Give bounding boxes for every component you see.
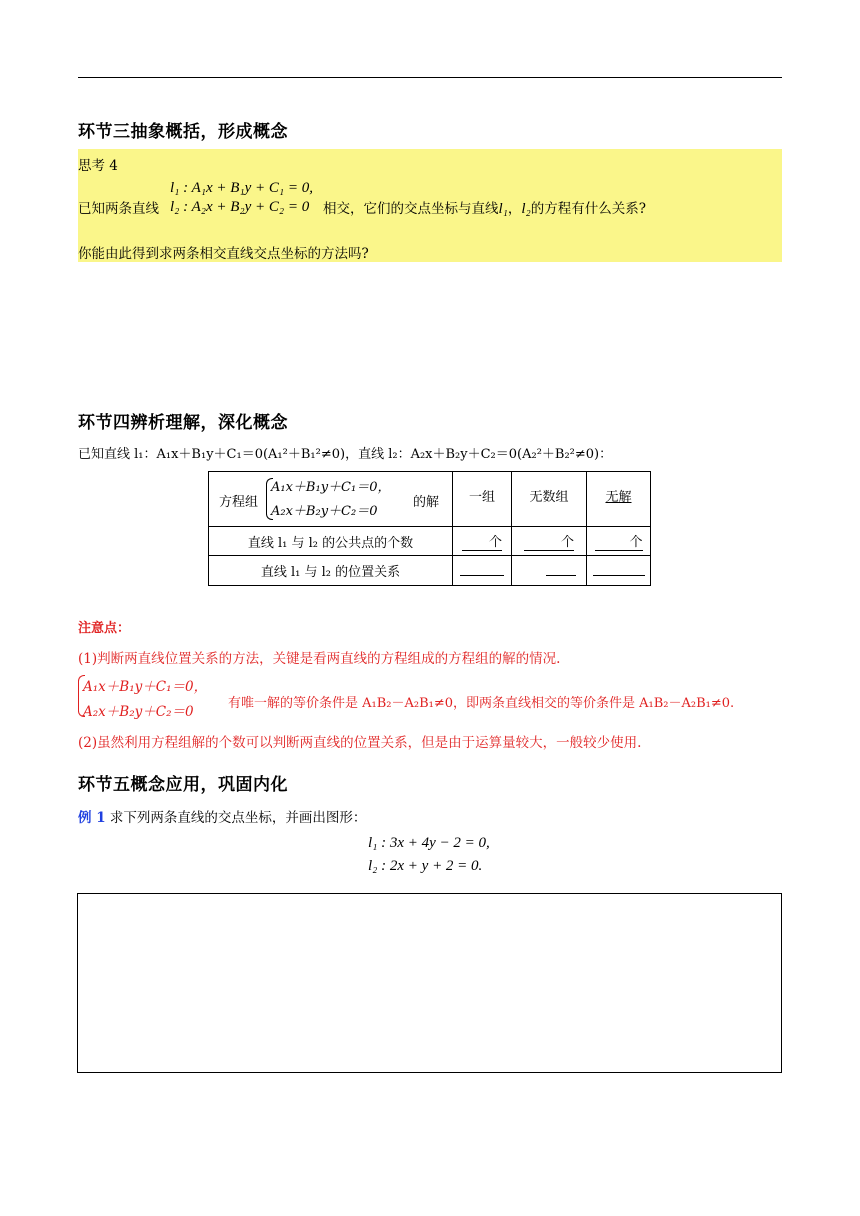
system-prefix: 方程组 bbox=[219, 495, 259, 510]
col-infinite-solutions: 无数组 bbox=[512, 472, 587, 527]
system-suffix: 的解 bbox=[413, 495, 440, 510]
header-rule bbox=[78, 77, 782, 78]
notes-title: 注意点： bbox=[78, 621, 131, 636]
blank-common-1: 个 bbox=[453, 527, 512, 556]
question-text bbox=[323, 197, 646, 218]
col-no-solution bbox=[587, 472, 651, 527]
line-l2-ref: l₂ bbox=[521, 201, 531, 217]
example-eq2: l₂ : 2x + y + 2 = 0. bbox=[368, 858, 483, 874]
given-lines: 已知直线 l₁：A₁x＋B₁y＋C₁＝0(A₁²＋B₁²≠0)，直线 l₂：A₂x＋B₂y＋C₂＝0(A₂²＋B₂²≠0)： bbox=[78, 447, 613, 462]
blank-position-3 bbox=[587, 556, 651, 586]
system-eq1: A₁x＋B₁y＋C₁＝0， bbox=[271, 480, 391, 495]
blank-position-1 bbox=[453, 556, 512, 586]
row-position-label: 直线 l₁ 与 l₂ 的位置关系 bbox=[209, 556, 453, 586]
answer-box[interactable] bbox=[77, 893, 782, 1073]
section3-title: 环节三抽象概括，形成概念 bbox=[78, 122, 288, 142]
line-l1-ref: l₁ bbox=[498, 201, 508, 217]
example-1 bbox=[78, 806, 366, 826]
question-2: 你能由此得到求两条相交直线交点坐标的方法吗? bbox=[78, 246, 369, 262]
blank-position-2 bbox=[512, 556, 587, 586]
section5-title: 环节五概念应用，巩固内化 bbox=[78, 775, 288, 795]
note-1: (1)判断两直线位置关系的方法，关键是看两直线的方程组成的方程组的解的情况. bbox=[78, 651, 561, 667]
question-sep: ， bbox=[507, 201, 522, 217]
section4-title: 环节四辨析理解，深化概念 bbox=[78, 413, 288, 433]
col-no-solution-label: 无解 bbox=[605, 490, 632, 505]
example-equations bbox=[368, 835, 490, 875]
question-mid: 相交，它们的交点坐标与直线 bbox=[323, 201, 499, 217]
question-suffix: 的方程有什么关系? bbox=[530, 201, 647, 217]
example-label: 例 1 bbox=[78, 810, 106, 826]
example-text: 求下列两条直线的交点坐标，并画出图形： bbox=[109, 810, 367, 826]
example-eq1: l₁ : 3x + 4y − 2 = 0, bbox=[368, 835, 490, 851]
row-common-points-label: 直线 l₁ 与 l₂ 的公共点的个数 bbox=[209, 527, 453, 556]
blank-common-2: 个 bbox=[512, 527, 587, 556]
equation-l1: l₁ : A₁x + B₁y + C₁ = 0, bbox=[170, 180, 314, 196]
blank-common-3: 个 bbox=[587, 527, 651, 556]
think-label: 思考 4 bbox=[78, 158, 118, 174]
relation-table bbox=[208, 471, 651, 586]
note-2: (2)虽然利用方程组解的个数可以判断两直线的位置关系，但是由于运算量较大，一般较少使用. bbox=[78, 735, 642, 751]
line-equations bbox=[170, 180, 313, 216]
equation-l2: l₂ : A₂x + B₂y + C₂ = 0 bbox=[170, 199, 310, 215]
question-prefix: 已知两条直线 bbox=[78, 201, 159, 217]
note-eq2: A₂x＋B₂y＋C₂＝0 bbox=[83, 704, 194, 720]
col-one-solution: 一组 bbox=[453, 472, 512, 527]
note-eq1: A₁x＋B₁y＋C₁＝0， bbox=[83, 679, 208, 695]
system-cell bbox=[209, 472, 453, 527]
system-eq2: A₂x＋B₂y＋C₂＝0 bbox=[271, 504, 378, 519]
note-condition: 有唯一解的等价条件是 A₁B₂－A₂B₁≠0，即两条直线相交的等价条件是 A₁B₂－A₂B₁≠0. bbox=[228, 696, 735, 711]
